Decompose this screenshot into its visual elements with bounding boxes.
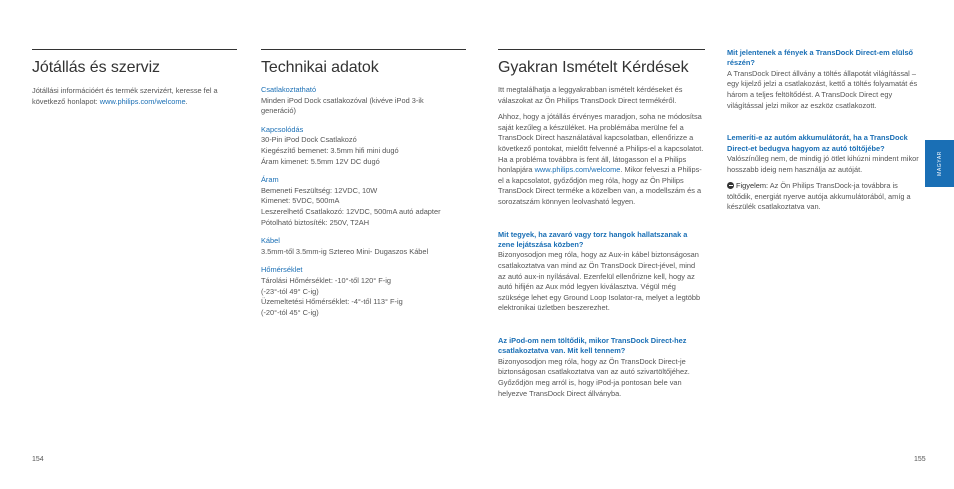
spec-label: Csatlakoztatható <box>261 85 317 94</box>
faq-answer-1: Bizonyosodjon meg róla, hogy az Aux-in kábel biztonságosan csatlakoztatva van mind az Ön TransDock Direct-jével, mind az autó aux-in nyílásával. Ezenfelül ellenőrizne kell, hogy az autó hifijén az Aux mód legyen kiválasztva. Végül még szüksége lehet egy Ground Loop Isolator-ra, melyet a legtöbb elektronikai üzletben beszerezhet. <box>498 250 701 313</box>
warranty-text <box>32 86 237 107</box>
faq-intro-2-after: . Mikor felveszi a Philips-el a kapcsolatot, győződjön meg róla, hogy az Ön Philips TransDock Direct terméke a közelben van, a modellszám és a sorozatszám könnyen leolvasható legyen. <box>498 165 702 206</box>
warranty-text-body: Jótállási információért és termék szervizért, keresse fel a következő honlapot: <box>32 86 218 106</box>
spec-line: Leszerelhető Csatlakozó: 12VDC, 500mA autó adapter <box>261 206 441 216</box>
faq-column-2 <box>727 48 919 213</box>
spec-label: Kapcsolódás <box>261 124 304 134</box>
faq-intro: Itt megtalálhatja a leggyakrabban ismételt kérdéseket és válaszokat az Ön Philips TransDock Direct termékéről. <box>498 85 683 105</box>
spec-line: 3.5mm-től 3.5mm-ig Sztereo Mini- Dugaszos Kábel <box>261 246 429 256</box>
page-number-right: 155 <box>914 456 926 463</box>
spec-line: generáció) <box>261 106 296 116</box>
note-text: Az Ön Philips TransDock-ja továbbra is töltődik, energiát nyerve autója akkumulátorából, amíg a készülék csatlakoztatva van. <box>727 181 911 212</box>
spec-line: Üzemeltetési Hőmérséklet: -4°-től 113° F-ig <box>261 297 403 307</box>
spec-line: (-20°-tól 45° C-ig) <box>261 307 319 317</box>
spec-label: Áram <box>261 175 279 185</box>
spec-label: Hőmérséklet <box>261 265 303 275</box>
language-tab-label: MAGYAR <box>936 151 943 176</box>
faq-column <box>498 49 705 399</box>
warranty-title: Jótállás és szerviz <box>32 59 160 76</box>
language-tab <box>925 140 954 187</box>
spec-label: Kábel <box>261 236 280 246</box>
faq-intro-2-before: Ahhoz, hogy a jótállás érvényes maradjon, soha ne módosítsa saját kezűleg a készüléket. Ha problémába merülne fel a TransDock Direct használatával kapcsolatban, ellenőrizze a következő pontokat, mielőtt felvenné a Philips-el a kapcsolatot. Ha a probléma továbbra is fent áll, látogasson el a Philips honlapjára <box>498 112 704 175</box>
note-label: Figyelem: <box>736 181 769 191</box>
spec-line: Tárolási Hőmérséklet: -10°-től 120° F-ig <box>261 275 391 285</box>
spec-line: Áram kimenet: 5.5mm 12V DC dugó <box>261 156 380 166</box>
spec-line: Pótolható biztosíték: 250V, T2AH <box>261 217 370 227</box>
faq-note <box>727 181 919 213</box>
spec-cable <box>261 236 466 257</box>
faq-title: Gyakran Ismételt Kérdések <box>498 59 689 76</box>
faq-link[interactable]: www.philips.com/welcome <box>534 165 621 175</box>
faq-question-2: Az iPod-om nem töltődik, mikor TransDock Direct-hez csatlakoztatva van. Mit kell tennem? <box>498 335 687 356</box>
tech-column <box>261 49 466 326</box>
spec-power <box>261 175 466 228</box>
faq-intro-2 <box>498 112 705 207</box>
spec-line: 30-Pin iPod Dock Csatlakozó <box>261 135 357 145</box>
page-number-left: 154 <box>32 456 44 463</box>
spec-line: (-23°-tól 49° C-ig) <box>261 286 319 296</box>
warranty-rule <box>32 49 237 50</box>
spec-line: Kimenet: 5VDC, 500mA <box>261 196 340 206</box>
note-icon <box>727 182 734 189</box>
tech-rule <box>261 49 466 50</box>
faq-question-4: Lemeríti-e az autóm akkumulátorát, ha a TransDock Direct-et bedugva hagyom az autó töltőjébe? <box>727 133 908 153</box>
warranty-text-end: . <box>185 96 188 106</box>
warranty-column <box>32 49 237 107</box>
spec-connection <box>261 125 466 167</box>
tech-title: Technikai adatok <box>261 59 379 76</box>
faq-rule <box>498 49 705 50</box>
faq-question-3: Mit jelentenek a fények a TransDock Direct-em elülső részén? <box>727 48 914 68</box>
spec-line: Kiegészítő bemenet: 3.5mm hifi mini dugó <box>261 145 399 155</box>
spec-temperature <box>261 265 466 318</box>
warranty-link[interactable]: www.philips.com/welcome <box>99 96 186 106</box>
faq-answer-2: Bizonyosodjon meg róla, hogy az Ön TransDock Direct-je biztonságosan csatlakoztatva van az autó szivartöltőjéhez. Győződjön meg arról is, hogy iPod-ja pontosan bele van helyezve TransDock Direct állványba. <box>498 356 690 398</box>
spec-line: Minden iPod Dock csatlakozóval (kivéve iPod 3-ik <box>261 95 424 105</box>
tech-specs <box>261 85 466 318</box>
spec-line: Bemeneti Feszültség: 12VDC, 10W <box>261 185 378 195</box>
faq-answer-4: Valószínűleg nem, de mindig jó ötlet kihúzni mindent mikor hosszabb ideig nem használja az autóját. <box>727 154 919 174</box>
faq-question-1: Mit tegyek, ha zavaró vagy torz hangok hallatszanak a zene lejátszása közben? <box>498 229 688 249</box>
spec-compatible <box>261 85 466 117</box>
faq-answer-3: A TransDock Direct állvány a töltés állapotát világítással – egy kijelző jelzi a csatlakozást, kettő a töltés folyamatát és három a teljes feltöltődést. A TransDock Direct egy világítással jelzi mikor az eszköz csatlakozott. <box>727 68 918 110</box>
